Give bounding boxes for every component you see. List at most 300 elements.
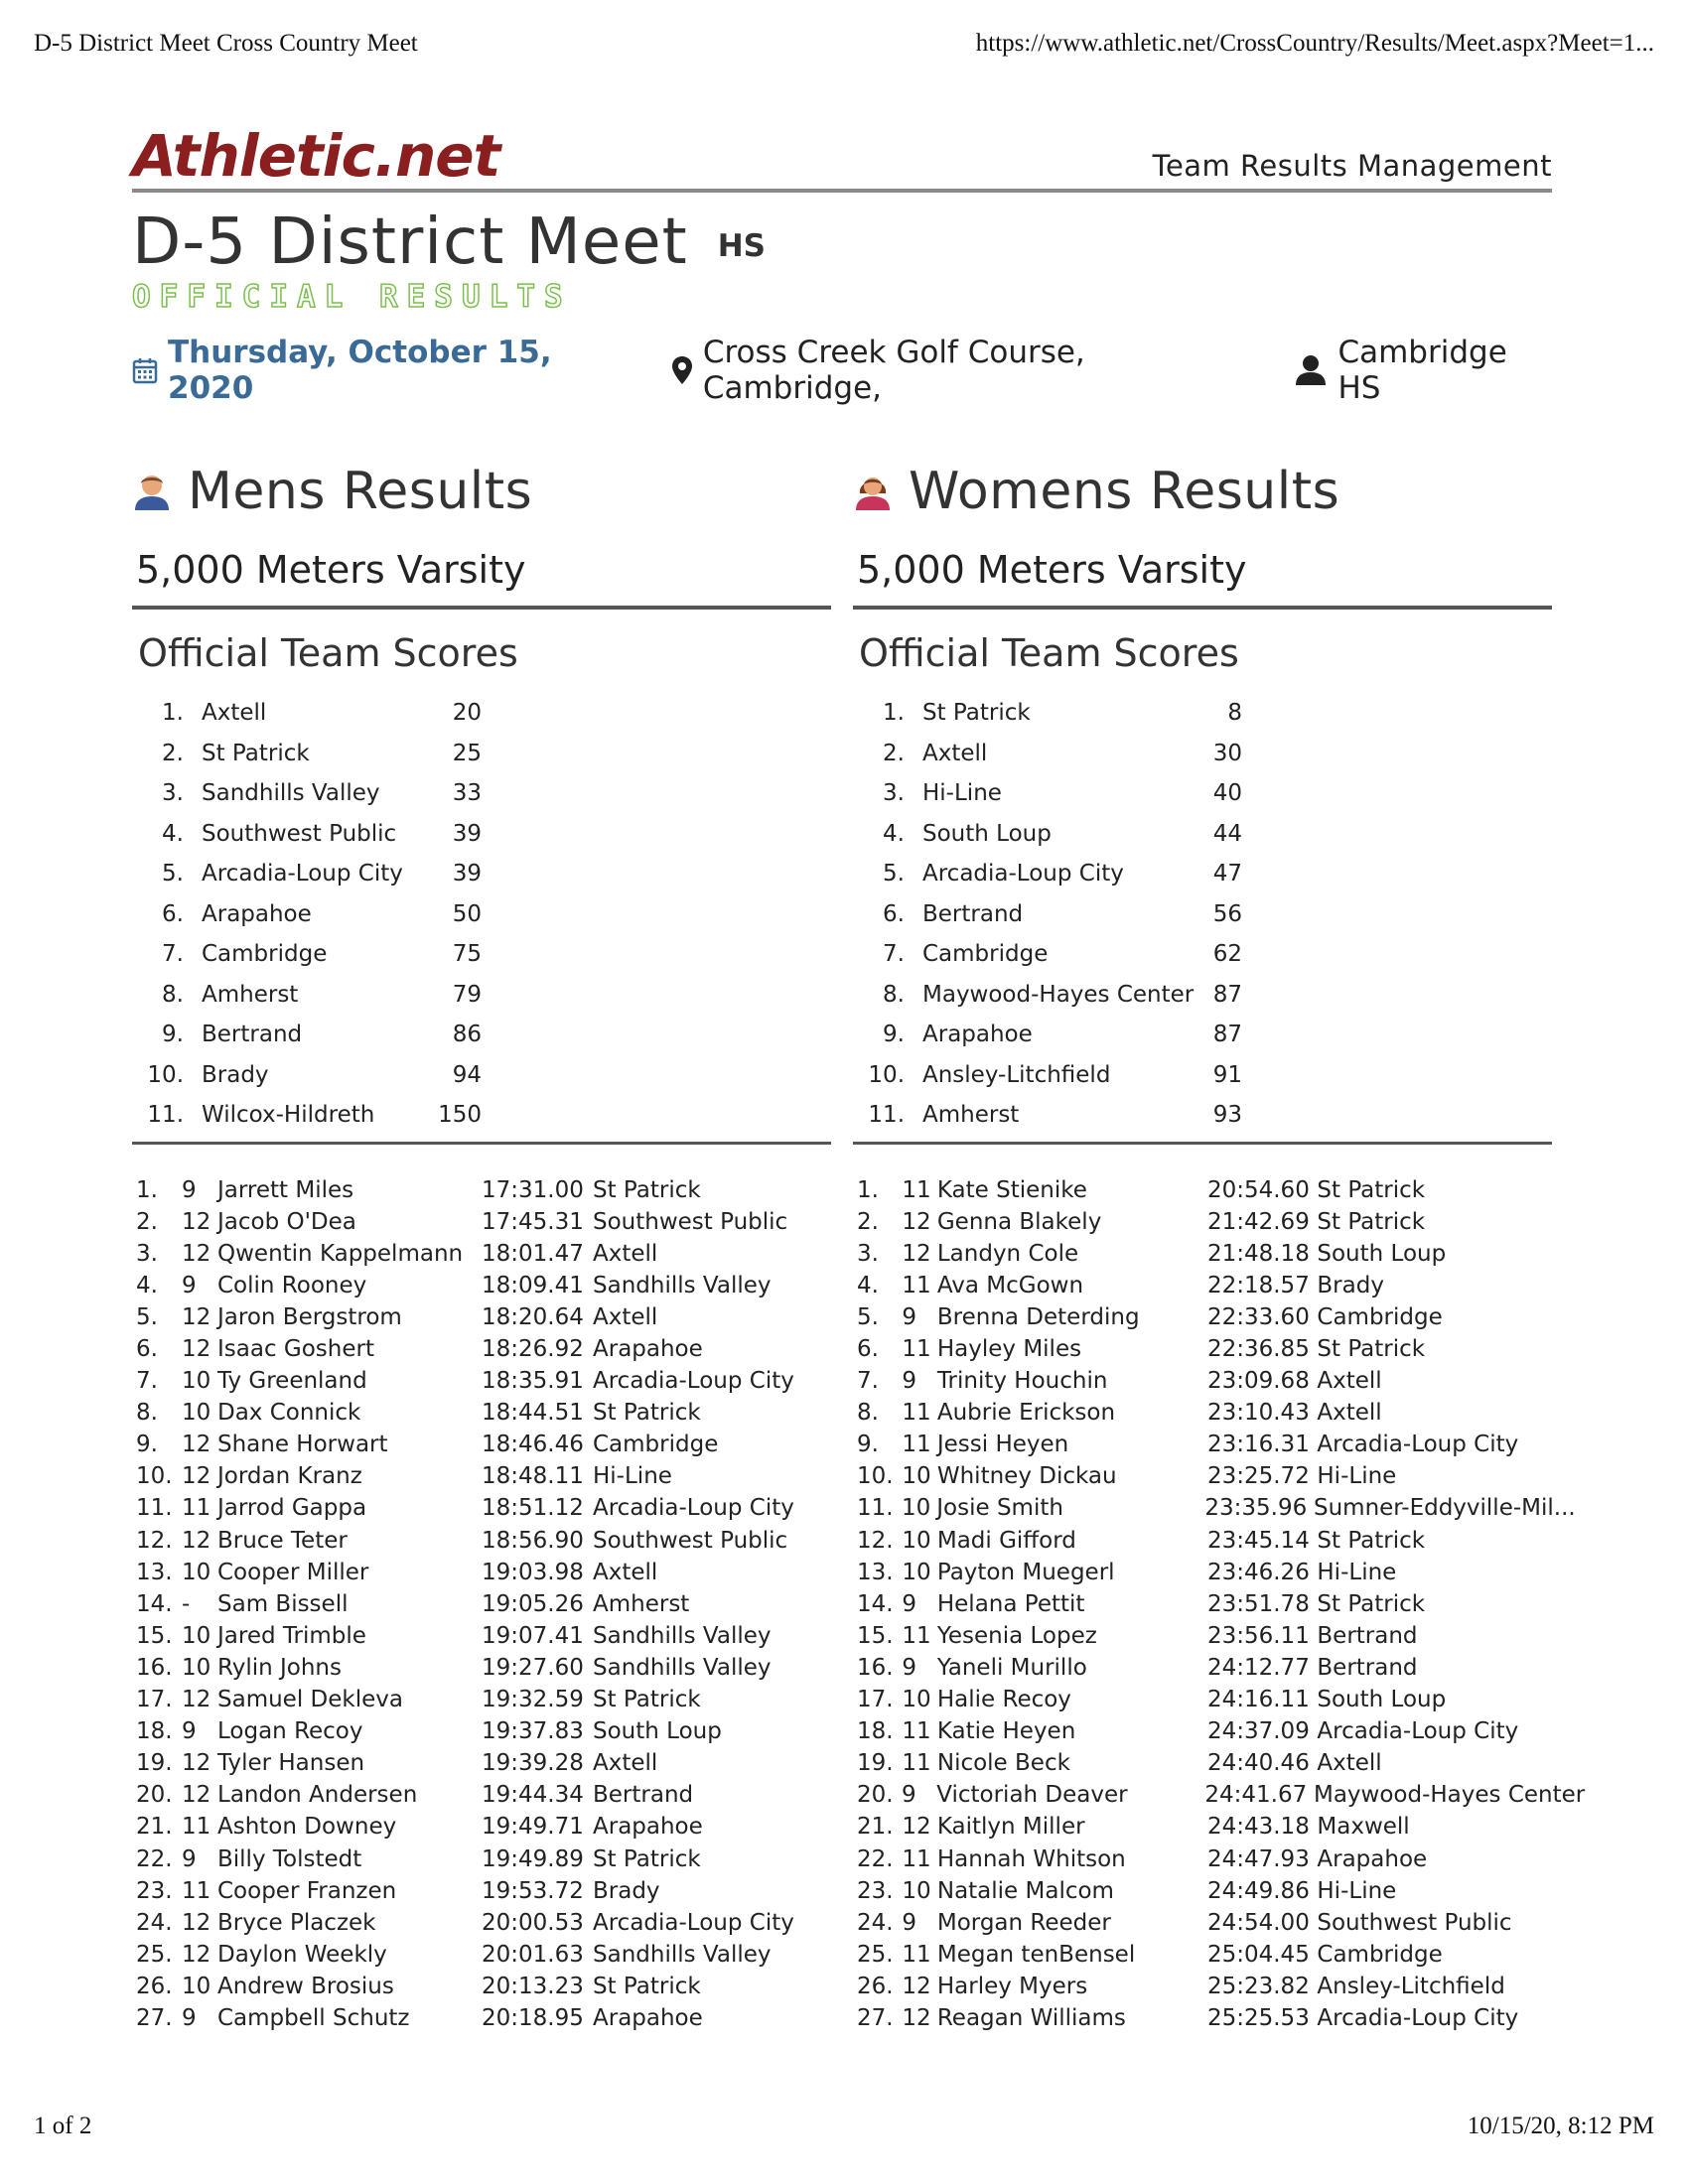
result-team[interactable]: Axtell [593,1303,658,1330]
result-place: 6. [136,1336,158,1363]
result-row [853,1333,1552,1365]
result-row [132,1492,831,1524]
result-time: 19:49.71 [482,1814,584,1841]
athlete-name[interactable]: Helana Pettit [936,1590,1085,1617]
calendar-icon [132,356,158,384]
athlete-name[interactable]: Jessi Heyen [936,1432,1069,1458]
result-grade: 12 [902,1208,931,1235]
score-team[interactable]: Hi-Line [922,780,1002,807]
team-score-row [853,854,1552,894]
athlete-name[interactable]: Hayley Miles [936,1336,1082,1363]
score-team[interactable]: Bertrand [922,900,1024,927]
result-grade: 9 [182,1845,197,1872]
score-team[interactable]: Amherst [202,981,299,1008]
athlete-name[interactable]: Halie Recoy [936,1687,1071,1713]
result-place: 22. [857,1845,894,1872]
score-team[interactable]: Southwest Public [202,820,397,847]
result-team[interactable]: Ansley-Litchfield [1317,1973,1505,1999]
result-place: 22. [136,1845,173,1872]
result-team[interactable]: Hi-Line [593,1463,672,1490]
result-team[interactable]: Sandhills Valley [593,1654,772,1681]
result-place: 11. [136,1495,173,1522]
athlete-name[interactable]: Landyn Cole [936,1240,1079,1267]
result-place: 9. [136,1432,158,1458]
result-place: 10. [136,1463,173,1490]
result-grade: 11 [182,1877,211,1904]
score-place: 11. [147,1102,184,1129]
result-team[interactable]: Arapahoe [593,1814,703,1841]
result-grade: 11 [182,1495,211,1522]
athlete-name[interactable]: Kaitlyn Miller [936,1814,1085,1841]
result-grade: 10 [182,1622,211,1649]
score-points: 87 [1212,1022,1242,1048]
map-pin-icon [671,355,693,385]
score-place: 2. [162,740,184,766]
result-row [853,1492,1576,1524]
score-points: 40 [1212,780,1242,807]
score-team[interactable]: South Loup [922,820,1052,847]
athlete-name[interactable]: Ava McGown [936,1272,1084,1298]
score-team[interactable]: Ansley-Litchfield [922,1061,1111,1088]
male-runner-icon [132,472,172,511]
team-score-row [132,854,831,894]
result-place: 7. [136,1368,158,1395]
result-grade: 12 [902,2004,931,2031]
result-time: 17:45.31 [482,1208,584,1235]
athlete-name[interactable]: Natalie Malcom [936,1877,1114,1904]
athlete-name[interactable]: Victoriah Deaver [936,1782,1128,1809]
result-team[interactable]: South Loup [593,1718,722,1745]
result-time: 18:09.41 [482,1272,584,1298]
score-place: 9. [162,1022,184,1048]
athlete-name[interactable]: Jarrod Gappa [217,1495,367,1522]
mens-event-title[interactable]: 5,000 Meters Varsity [132,548,831,610]
athlete-name[interactable]: Yaneli Murillo [936,1654,1087,1681]
athlete-name[interactable]: Hannah Whitson [936,1845,1126,1872]
result-row [132,1174,831,1206]
meet-date-text: Thursday, October 15, 2020 [168,335,552,406]
athlete-name[interactable]: Reagan Williams [936,2004,1126,2031]
athlete-name[interactable]: Isaac Goshert [217,1336,374,1363]
result-time: 24:12.77 [1206,1654,1310,1681]
meet-location[interactable] [671,335,1257,406]
result-place: 1. [136,1176,158,1203]
result-team[interactable]: Axtell [593,1240,658,1267]
athlete-name[interactable]: Tyler Hansen [217,1750,365,1777]
result-row [132,1715,831,1747]
score-team[interactable]: Brady [202,1061,269,1088]
result-place: 25. [857,1941,894,1968]
result-place: 15. [857,1622,894,1649]
result-place: 5. [136,1303,158,1330]
result-team[interactable]: St Patrick [1317,1527,1426,1554]
result-grade: 12 [902,1973,931,1999]
athlete-name[interactable]: Cooper Franzen [217,1877,397,1904]
result-row [853,1460,1552,1492]
result-grade: 12 [182,1750,211,1777]
result-team[interactable]: St Patrick [593,1845,701,1872]
result-team[interactable]: St Patrick [1317,1590,1426,1617]
result-team[interactable]: Maywood-Hayes Center [1313,1782,1586,1809]
score-place: 2. [883,740,905,766]
athlete-name[interactable]: Shane Horwart [217,1432,388,1458]
score-team[interactable]: Cambridge [922,941,1049,968]
result-team[interactable]: Maxwell [1317,1814,1410,1841]
result-team[interactable]: Arcadia-Loup City [1317,1718,1519,1745]
result-team[interactable]: Sandhills Valley [593,1272,772,1298]
result-time: 20:18.95 [482,2004,584,2031]
score-points: 79 [452,981,482,1008]
athlete-name[interactable]: Ty Greenland [217,1368,367,1395]
result-row [853,1684,1552,1715]
result-grade: 11 [902,1941,931,1968]
athlete-name[interactable]: Bruce Teter [217,1527,348,1554]
athlete-name[interactable]: Qwentin Kappelmann [217,1240,464,1267]
result-time: 23:56.11 [1206,1622,1310,1649]
result-time: 18:51.12 [482,1495,584,1522]
result-time: 19:39.28 [482,1750,584,1777]
result-time: 24:54.00 [1206,1909,1310,1936]
result-place: 4. [857,1272,879,1298]
result-team[interactable]: Arcadia-Loup City [1317,1432,1519,1458]
result-team[interactable]: Arcadia-Loup City [593,1909,794,1936]
athlete-name[interactable]: Jared Trimble [217,1622,366,1649]
score-points: 56 [1212,900,1242,927]
athlete-name[interactable]: Harley Myers [936,1973,1088,1999]
print-header [34,30,1654,58]
result-row [132,1206,831,1238]
result-place: 2. [136,1208,158,1235]
athlete-name[interactable]: Billy Tolstedt [217,1845,362,1872]
athlete-name[interactable]: Nicole Beck [936,1750,1070,1777]
result-team[interactable]: Axtell [1317,1750,1382,1777]
meet-title-row [132,205,1552,279]
result-grade: 12 [902,1240,931,1267]
result-time: 18:46.46 [482,1432,584,1458]
result-time: 25:23.82 [1206,1973,1310,1999]
score-points: 150 [438,1102,482,1129]
result-team[interactable]: Bertrand [593,1782,694,1809]
result-place: 16. [857,1654,894,1681]
result-team[interactable]: Axtell [1317,1400,1382,1427]
result-row [132,1588,831,1620]
result-row [853,1397,1552,1429]
athlete-name[interactable]: Trinity Houchin [936,1368,1108,1395]
result-row [132,1365,831,1397]
score-team[interactable]: Bertrand [202,1022,303,1048]
result-place: 8. [136,1400,158,1427]
athlete-name[interactable]: Dax Connick [217,1400,361,1427]
result-row [132,1843,831,1874]
result-row [132,1652,831,1684]
result-time: 23:35.96 [1204,1495,1308,1522]
result-time: 18:35.91 [482,1368,584,1395]
result-row [853,1238,1552,1270]
result-time: 18:44.51 [482,1400,584,1427]
result-row [853,1875,1552,1907]
meet-host[interactable] [1294,335,1552,406]
athlete-name[interactable]: Brenna Deterding [936,1303,1140,1330]
result-grade: 9 [902,1654,916,1681]
team-score-row [132,894,831,935]
athlete-name[interactable]: Jarrett Miles [217,1176,354,1203]
result-place: 3. [857,1240,879,1267]
result-grade: 12 [182,1687,211,1713]
result-team[interactable]: Axtell [593,1750,658,1777]
womens-event-title[interactable]: 5,000 Meters Varsity [853,548,1552,610]
athlete-name[interactable]: Jaron Bergstrom [217,1303,402,1330]
score-team[interactable]: Cambridge [202,941,328,968]
athlete-name[interactable]: Megan tenBensel [936,1941,1136,1968]
result-time: 21:42.69 [1206,1208,1310,1235]
result-row [853,1652,1552,1684]
result-grade: 11 [902,1750,931,1777]
athlete-name[interactable]: Katie Heyen [936,1718,1076,1745]
result-time: 19:32.59 [482,1687,584,1713]
result-grade: 11 [902,1845,931,1872]
athlete-name[interactable]: Jordan Kranz [217,1463,362,1490]
result-row [853,1525,1552,1557]
team-score-row [853,693,1552,734]
result-row [132,1238,831,1270]
result-row [132,2002,831,2034]
athlete-name[interactable]: Genna Blakely [936,1208,1102,1235]
team-score-row [853,1055,1552,1096]
result-time: 19:49.89 [482,1845,584,1872]
result-team[interactable]: South Loup [1317,1687,1447,1713]
result-place: 4. [136,1272,158,1298]
result-time: 20:01.63 [482,1941,584,1968]
result-team[interactable]: St Patrick [1317,1208,1426,1235]
mens-team-scores-title: Official Team Scores [138,631,518,675]
result-grade: 10 [182,1654,211,1681]
user-icon [1294,354,1328,386]
womens-team-scores-title: Official Team Scores [859,631,1239,675]
result-grade: 10 [902,1687,931,1713]
result-place: 12. [136,1527,173,1554]
result-team[interactable]: Bertrand [1317,1654,1418,1681]
score-team[interactable]: St Patrick [922,700,1031,727]
result-grade: 11 [902,1336,931,1363]
result-team[interactable]: South Loup [1317,1240,1447,1267]
athlete-name[interactable]: Daylon Weekly [217,1941,387,1968]
result-row [132,1939,831,1971]
result-grade: 9 [902,1368,916,1395]
athlete-name[interactable]: Josie Smith [936,1495,1063,1522]
team-score-row [132,1095,831,1136]
result-team[interactable]: St Patrick [1317,1176,1426,1203]
result-place: 15. [136,1622,173,1649]
result-team[interactable]: Axtell [593,1559,658,1585]
female-runner-icon [853,472,893,511]
result-time: 18:20.64 [482,1303,584,1330]
athlete-name[interactable]: Colin Rooney [217,1272,367,1298]
athlete-name[interactable]: Kate Stienike [936,1176,1087,1203]
athlete-name[interactable]: Ashton Downey [217,1814,397,1841]
score-points: 25 [452,740,482,766]
result-row [853,1779,1586,1811]
athlete-name[interactable]: Yesenia Lopez [936,1622,1097,1649]
result-team[interactable]: Arcadia-Loup City [1317,2004,1519,2031]
result-grade: 12 [902,1814,931,1841]
meet-host-text: Cambridge HS [1337,335,1507,406]
result-row [853,1715,1552,1747]
score-team[interactable]: Maywood-Hayes Center [922,981,1195,1008]
result-time: 20:00.53 [482,1909,584,1936]
result-place: 23. [136,1877,173,1904]
result-grade: 11 [902,1622,931,1649]
result-place: 18. [136,1718,173,1745]
mens-team-scores [132,693,831,1145]
result-grade: 12 [182,1463,211,1490]
score-points: 86 [452,1022,482,1048]
mens-results-title: Mens Results [188,462,533,521]
result-team[interactable]: Amherst [593,1590,690,1617]
athlete-name[interactable]: Samuel Dekleva [217,1687,403,1713]
score-team[interactable]: Arcadia-Loup City [922,861,1124,887]
team-score-row [853,1015,1552,1055]
result-team[interactable]: St Patrick [593,1973,701,1999]
result-team[interactable]: Arcadia-Loup City [593,1495,794,1522]
score-place: 1. [162,700,184,727]
result-place: 24. [136,1909,173,1936]
result-team[interactable]: Sandhills Valley [593,1941,772,1968]
athlete-name[interactable]: Andrew Brosius [217,1973,394,1999]
result-team[interactable]: Southwest Public [1317,1909,1512,1936]
score-place: 5. [162,861,184,887]
athlete-name[interactable]: Madi Gifford [936,1527,1076,1554]
result-team[interactable]: Brady [1317,1272,1384,1298]
result-team[interactable]: St Patrick [593,1400,701,1427]
result-grade: 12 [182,1527,211,1554]
score-place: 4. [162,820,184,847]
result-row [853,1747,1552,1779]
result-row [132,1971,831,2002]
result-team[interactable]: St Patrick [1317,1336,1426,1363]
score-team[interactable]: Arcadia-Loup City [202,861,403,887]
result-team[interactable]: Arapahoe [1317,1845,1428,1872]
score-points: 44 [1212,820,1242,847]
result-team[interactable]: Hi-Line [1317,1559,1397,1585]
result-place: 10. [857,1463,894,1490]
result-team[interactable]: Arapahoe [593,1336,703,1363]
result-team[interactable]: Southwest Public [593,1208,788,1235]
result-team[interactable]: Cambridge [593,1432,719,1458]
print-timestamp: 10/15/20, 8:12 PM [1467,2113,1654,2139]
page-number: 1 of 2 [34,2113,92,2139]
score-points: 39 [452,861,482,887]
athlete-name[interactable]: Campbell Schutz [217,2004,410,2031]
athlete-name[interactable]: Morgan Reeder [936,1909,1111,1936]
result-team[interactable]: Cambridge [1317,1941,1443,1968]
result-place: 17. [136,1687,173,1713]
result-team[interactable]: Axtell [1317,1368,1382,1395]
result-time: 19:44.34 [482,1782,584,1809]
athlete-name[interactable]: Logan Recoy [217,1718,363,1745]
score-points: 62 [1212,941,1242,968]
result-place: 5. [857,1303,879,1330]
team-score-row [853,934,1552,975]
score-points: 8 [1227,700,1242,727]
result-row [853,1971,1552,2002]
result-team[interactable]: Cambridge [1317,1303,1443,1330]
result-grade: 12 [182,1208,211,1235]
result-team[interactable]: Bertrand [1317,1622,1418,1649]
score-team[interactable]: Sandhills Valley [202,780,380,807]
result-team[interactable]: Sandhills Valley [593,1622,772,1649]
result-grade: 10 [182,1559,211,1585]
score-team[interactable]: Arapahoe [922,1022,1033,1048]
result-row [853,1174,1552,1206]
team-score-row [132,734,831,774]
result-team[interactable]: Arapahoe [593,2004,703,2031]
result-grade: 11 [902,1176,931,1203]
score-team[interactable]: Amherst [922,1102,1020,1129]
result-place: 8. [857,1400,879,1427]
score-team[interactable]: Axtell [202,700,267,727]
score-points: 30 [1212,740,1242,766]
result-place: 17. [857,1687,894,1713]
brand-bar [132,122,1552,193]
result-time: 24:47.93 [1206,1845,1310,1872]
team-score-row [132,814,831,855]
result-place: 26. [857,1973,894,1999]
athlete-name[interactable]: Sam Bissell [217,1590,349,1617]
team-results-management-link[interactable]: Team Results Management [1152,149,1552,183]
athlete-name[interactable]: Landon Andersen [217,1782,418,1809]
athlete-name[interactable]: Rylin Johns [217,1654,342,1681]
result-team[interactable]: St Patrick [593,1687,701,1713]
result-place: 20. [136,1782,173,1809]
result-time: 24:37.09 [1206,1718,1310,1745]
athlete-name[interactable]: Whitney Dickau [936,1463,1117,1490]
result-place: 26. [136,1973,173,1999]
athlete-name[interactable]: Aubrie Erickson [936,1400,1116,1427]
score-team[interactable]: Arapahoe [202,900,312,927]
athlete-name[interactable]: Payton Muegerl [936,1559,1115,1585]
result-row [132,1301,831,1333]
score-team[interactable]: Axtell [922,740,988,766]
athlete-name[interactable]: Bryce Placzek [217,1909,376,1936]
result-grade: 9 [902,1590,916,1617]
womens-team-scores [853,693,1552,1145]
result-team[interactable]: Hi-Line [1317,1877,1397,1904]
athlete-name[interactable]: Jacob O'Dea [217,1208,356,1235]
result-team[interactable]: Southwest Public [593,1527,788,1554]
team-score-row [853,814,1552,855]
result-row [132,1333,831,1365]
result-team[interactable]: St Patrick [593,1176,701,1203]
score-team[interactable]: St Patrick [202,740,310,766]
result-time: 22:33.60 [1206,1303,1310,1330]
result-team[interactable]: Arcadia-Loup City [593,1368,794,1395]
score-team[interactable]: Wilcox-Hildreth [202,1102,375,1129]
result-row [132,1747,831,1779]
result-row [853,1843,1552,1874]
result-time: 24:49.86 [1206,1877,1310,1904]
result-row [853,1429,1552,1460]
result-grade: 12 [182,1909,211,1936]
result-team[interactable]: Brady [593,1877,660,1904]
result-time: 24:43.18 [1206,1814,1310,1841]
athletic-net-logo[interactable]: Athletic.net [132,122,500,190]
athlete-name[interactable]: Cooper Miller [217,1559,369,1585]
result-team[interactable]: Sumner-Eddyville-Mil... [1313,1495,1576,1522]
result-team[interactable]: Hi-Line [1317,1463,1397,1490]
result-grade: 10 [902,1559,931,1585]
meet-date[interactable] [132,335,633,406]
result-place: 19. [136,1750,173,1777]
